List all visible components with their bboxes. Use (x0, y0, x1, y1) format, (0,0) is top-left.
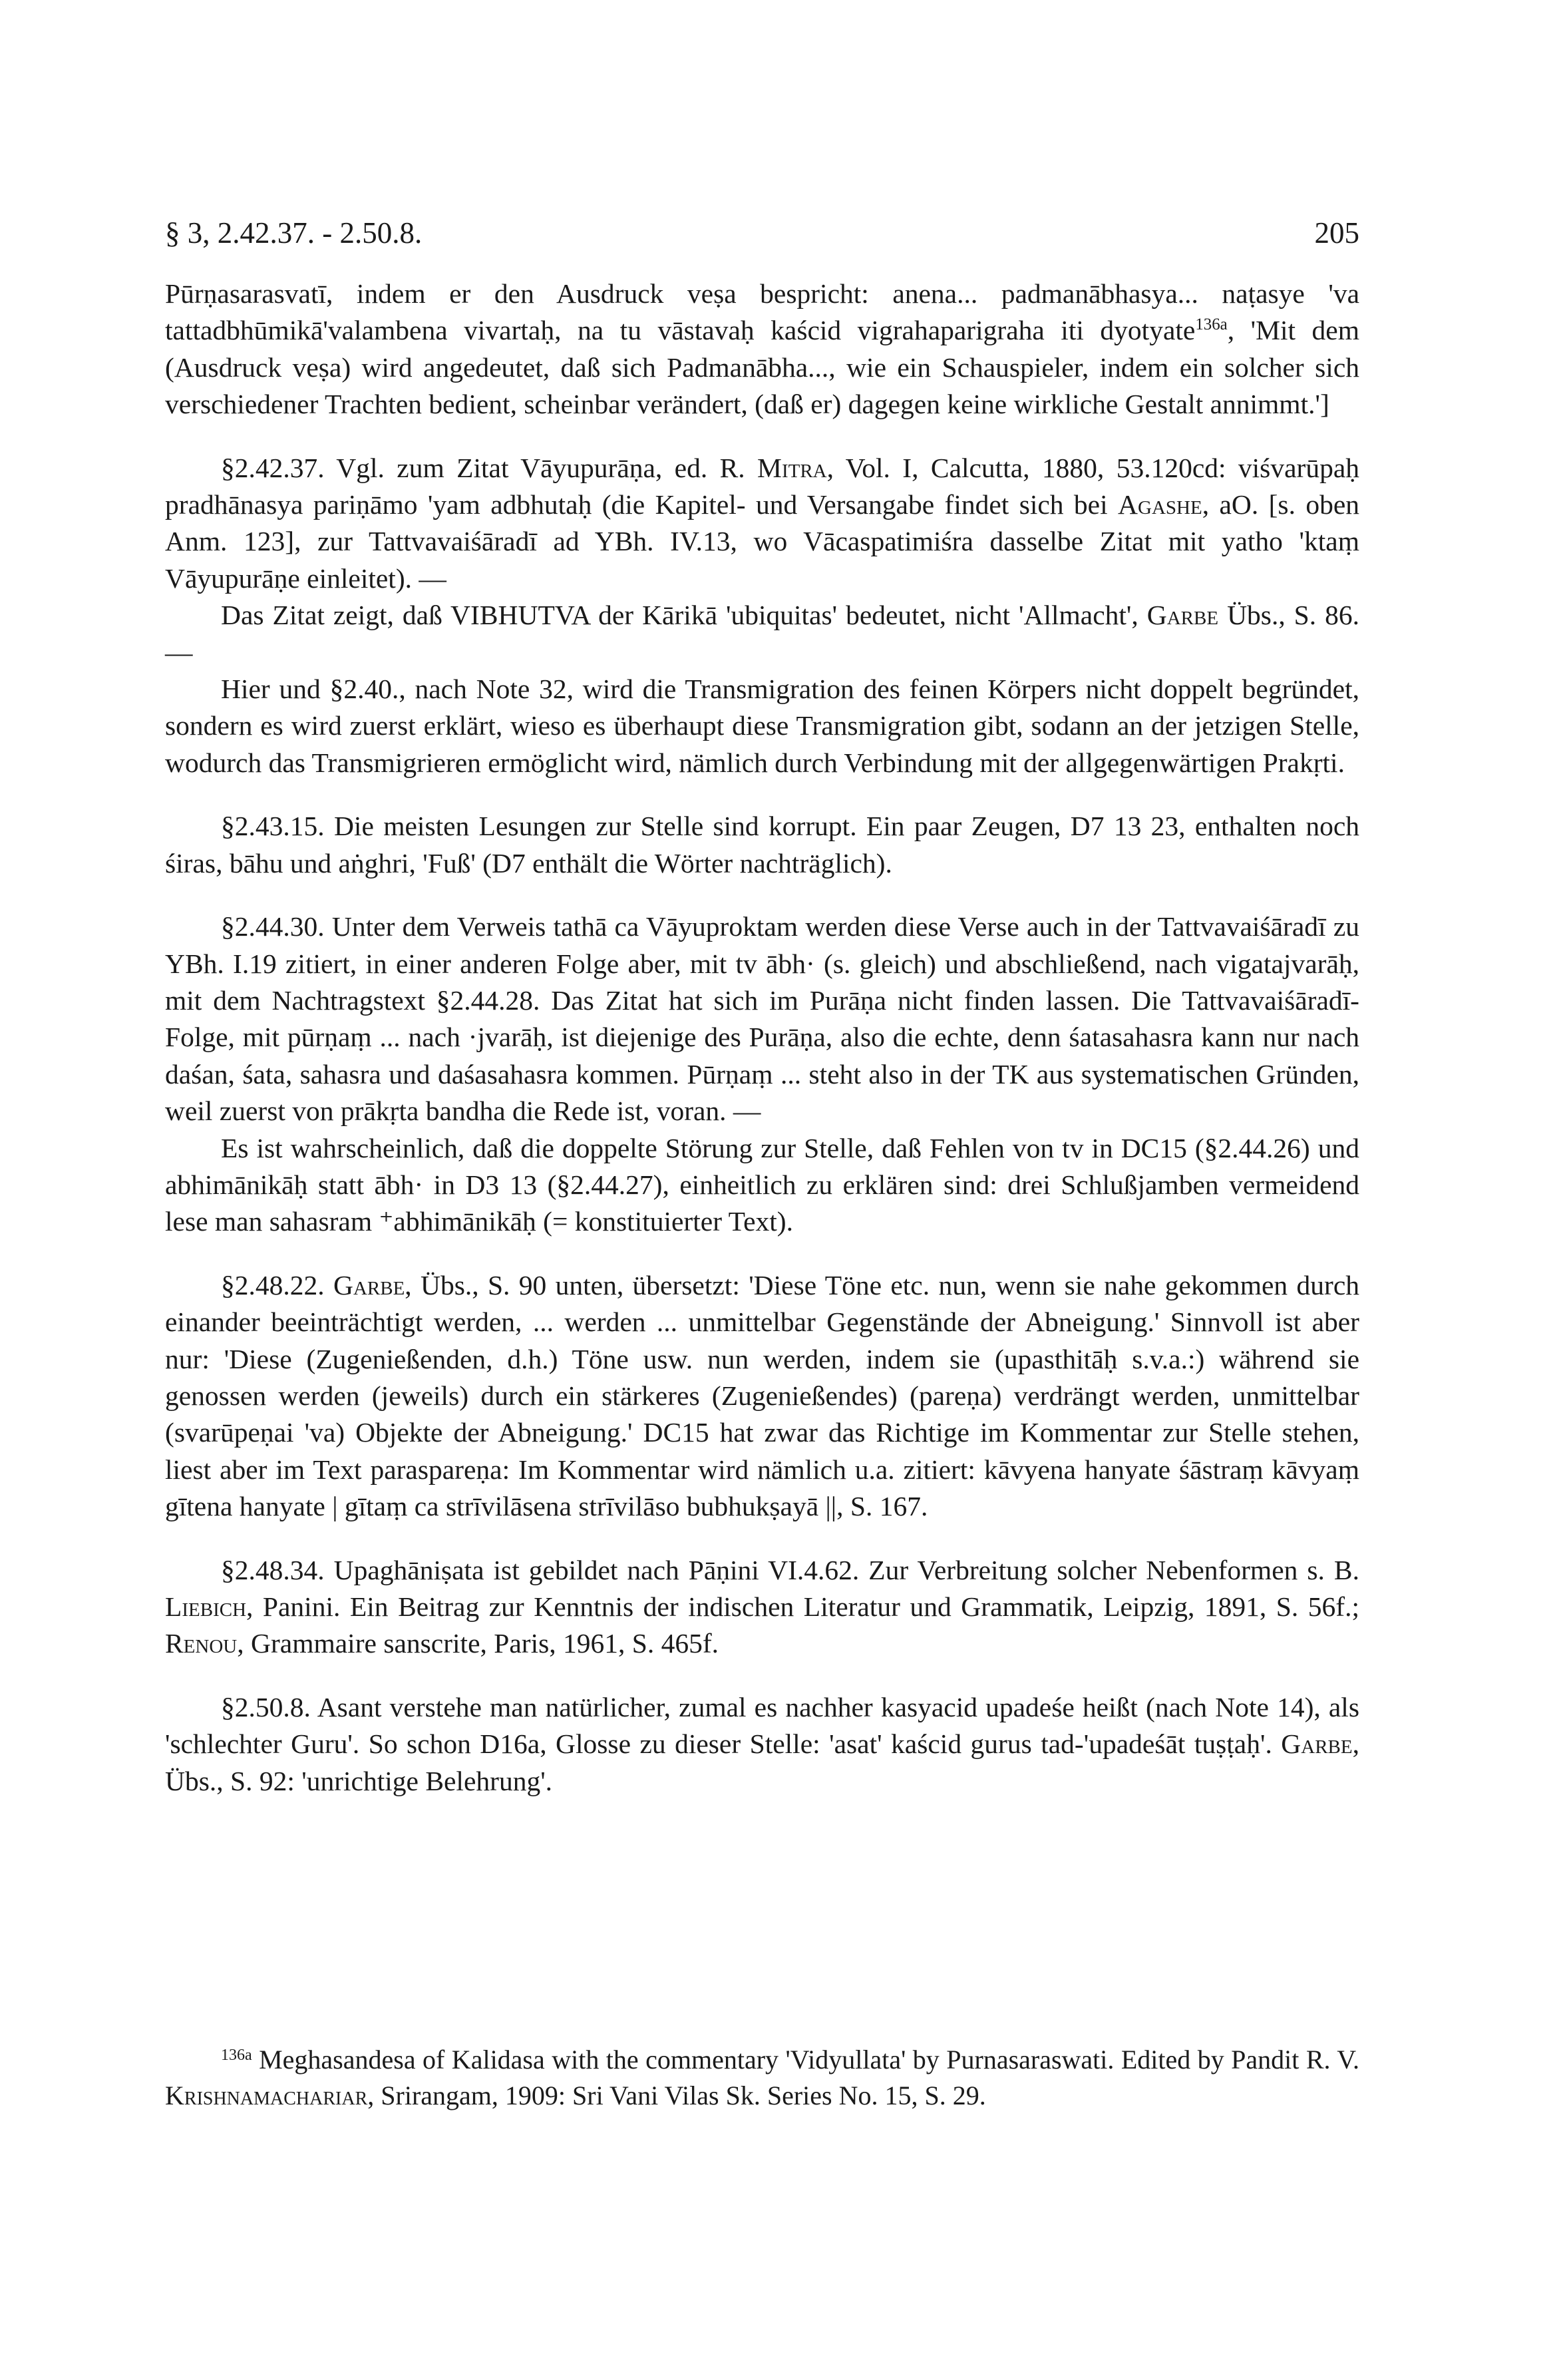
paragraph-2-50-8: §2.50.8. Asant verstehe man natürlicher, zumal es nachher kasyacid upadeśe heißt (nach Note 14), als 'schlechter Guru'. So schon D16a, Glosse zu dieser Stelle: 'asat' kaścid gurus tad-'upadeśāt tuṣṭaḥ'. Garbe, Übs., S. 92: 'unrichtige Belehrung'. (165, 1691, 1359, 1796)
paragraph-transmigration: Hier und §2.40., nach Note 32, wird die Transmigration des feinen Körpers nicht doppelt begründet, sondern es wird zuerst erklärt, wieso es überhaupt diese Transmigration gibt, sodann an der jetzigen Stelle, wodurch das Transmigrieren ermöglicht wird, nämlich durch Verbindung mit der allgegenwärtigen Prakṛti. (165, 674, 1359, 778)
footnote-mark: 136a (221, 2046, 252, 2064)
paragraph-purnasarasvati: Pūrṇasarasvatī, indem er den Ausdruck veṣa bespricht: anena... padmanābhasya... naṭasye 'va tattadbhūmikā'valambena vivartaḥ, na tu vāstavaḥ kaścid vigrahaparigraha iti dyotyate$^{136a}$, 'Mit dem (Ausdruck veṣa) wird angedeutet, daß sich Padmanābha..., wie ein Schauspieler, indem ein solcher sich verschiedener Trachten bedient, scheinbar verändert, (daß er) dagegen keine wirkliche Gestalt annimmt.'] (165, 278, 1359, 420)
running-head (165, 213, 1359, 253)
body-text (165, 276, 1359, 1800)
paragraph-zitat-vibhutva: Das Zitat zeigt, daß VIBHUTVA der Kārikā 'ubiquitas' bedeutet, nicht 'Allmacht', Garbe Übs., S. 86. — (165, 600, 1359, 668)
paragraph-2-42-37: §2.42.37. Vgl. zum Zitat Vāyupurāṇa, ed. R. Mitra, Vol. I, Calcutta, 1880, 53.120cd: viśvarūpaḥ pradhānasya pariṇāmo 'yam adbhutaḥ (die Kapitel- und Versangabe findet sich bei Agashe, aO. [s. oben Anm. 123], zur Tattvavaiśāradī ad YBh. IV.13, wo Vācaspatimiśra dasselbe Zitat mit yatho 'ktaṃ Vāyupurāṇe einleitet). — (165, 452, 1360, 594)
paragraph-2-43-15: §2.43.15. Die meisten Lesungen zur Stelle sind korrupt. Ein paar Zeugen, D7 13 23, enthalten noch śiras, bāhu und aṅghri, 'Fuß' (D7 enthält die Wörter nachträglich). (165, 811, 1359, 879)
footnotes (165, 2042, 1359, 2114)
paragraph-doppelte-stoerung: Es ist wahrscheinlich, daß die doppelte Störung zur Stelle, daß Fehlen von tv in DC15 (§2.44.26) und abhimānikāḥ statt ābh· in D3 13 (§2.44.27), einheitlich zu erklären sind: drei Schlußjamben vermeidend lese man sahasram ⁺abhimānikāḥ (= konstituierter Text). (165, 1132, 1359, 1237)
footnote-reference[interactable]: 136a (1195, 315, 1228, 334)
page-number: 205 (1314, 216, 1359, 250)
paragraph-2-48-22: §2.48.22. Garbe, Übs., S. 90 unten, übersetzt: 'Diese Töne etc. nun, wenn sie nahe gekommen durch einander beeinträchtigt werden, ... werden ... unmittelbar Gegenstände der Abneigung.' Sinnvoll ist aber nur: 'Diese (Zugenießenden, d.h.) Töne usw. nun werden, indem sie (upasthitāḥ s.v.a.:) während sie genossen werden (jeweils) durch ein stärkeres (Zugenießendes) (pareṇa) verdrängt werden, unmittelbar (svarūpeṇai 'va) Objekte der Abneigung.' DC15 hat zwar das Richtige im Kommentar zur Stelle stehen, liest aber im Text parasparеṇa: Im Kommentar wird nämlich u.a. zitiert: kāvyena hanyate śāstraṃ kāvyaṃ gītena hanyate | gītaṃ ca strīvilāsena strīvilāso bubhukṣayā ||, S. 167. (165, 1269, 1359, 1522)
page-content (165, 213, 1359, 1800)
section-reference: § 3, 2.42.37. - 2.50.8. (165, 216, 423, 250)
footnote-136a: $^{136a}$ Meghasandesa of Kalidasa with the commentary 'Vidyullata' by Purnasaraswati. Edited by Pandit R. V. Krishnamachariar, Srirangam, 1909: Sri Vani Vilas Sk. Series No. 15, S. 29. (165, 2045, 1359, 2110)
paragraph-2-48-34: §2.48.34. Upaghāniṣata ist gebildet nach Pāṇini VI.4.62. Zur Verbreitung solcher Nebenformen s. B. Liebich, Panini. Ein Beitrag zur Kenntnis der indischen Literatur und Grammatik, Leipzig, 1891, S. 56f.; Renou, Grammaire sanscrite, Paris, 1961, S. 465f. (165, 1554, 1359, 1659)
paragraph-2-44-30: §2.44.30. Unter dem Verweis tathā ca Vāyuproktam werden diese Verse auch in der Tattvavaiśāradī zu YBh. I.19 zitiert, in einer anderen Folge aber, mit tv ābh· (s. gleich) und abschließend, nach vigatajvarāḥ, mit dem Nachtragstext §2.44.28. Das Zitat hat sich im Purāṇa nicht finden lassen. Die Tattvavaiśāradī-Folge, mit pūrṇaṃ ... nach ·jvarāḥ, ist diejenige des Purāṇa, also die echte, denn śatasahasra kann nur nach daśan, śata, sahasra und daśasahasra kommen. Pūrṇaṃ ... steht also in der TK aus systematischen Gründen, weil zuerst von prākṛta bandha die Rede ist, voran. — (165, 911, 1359, 1127)
